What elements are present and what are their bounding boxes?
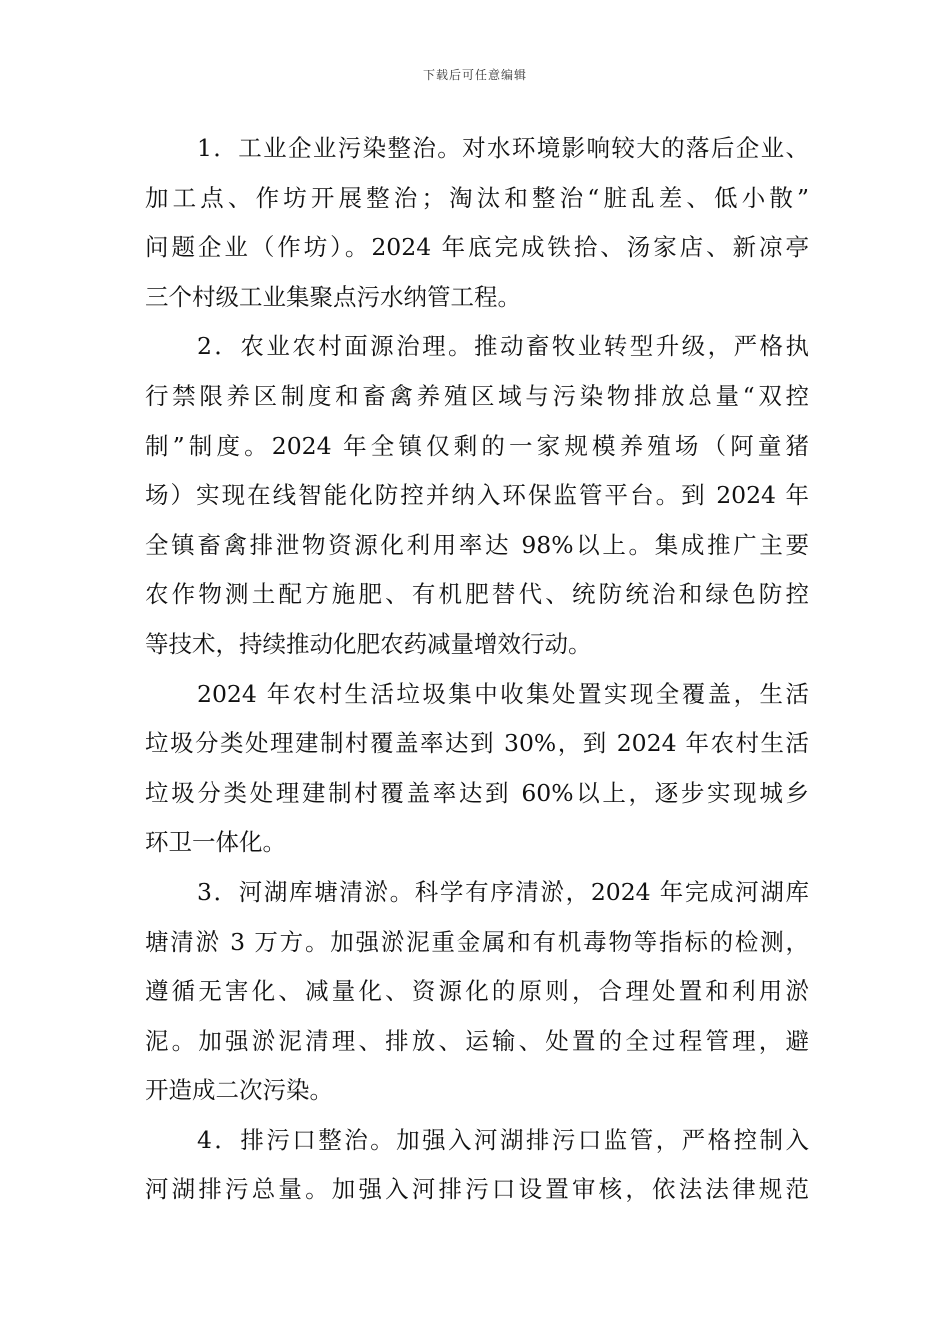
text-line: 问题企业（作坊）。2024 年底完成铁拾、汤家店、新凉亭 [145,233,809,262]
text-line: 农作物测土配方施肥、有机肥替代、统防统治和绿色防控 [145,580,809,609]
text-line: 垃圾分类处理建制村覆盖率达到 60%以上，逐步实现城乡 [145,778,809,807]
text-line: 环卫一体化。 [145,828,286,857]
text-line: 3．河湖库塘清淤。科学有序清淤，2024 年完成河湖库 [197,877,809,906]
text-line: 三个村级工业集聚点污水纳管工程。 [145,282,521,311]
text-line: 全镇畜禽排泄物资源化利用率达 98%以上。集成推广主要 [145,530,809,559]
text-line: 场）实现在线智能化防控并纳入环保监管平台。到 2024 年 [145,481,809,510]
text-line: 4．排污口整治。加强入河湖排污口监管，严格控制入 [197,1125,809,1154]
text-line: 河湖排污总量。加强入河排污口设置审核，依法法律规范 [145,1175,809,1204]
text-line: 1．工业企业污染整治。对水环境影响较大的落后企业、 [197,134,809,162]
text-line: 2024 年农村生活垃圾集中收集处置实现全覆盖，生活 [197,679,809,708]
text-line: 开造成二次污染。 [145,1076,333,1105]
text-line: 2．农业农村面源治理。推动畜牧业转型升级，严格执 [197,332,809,361]
header-note: 下载后可任意编辑 [422,68,527,82]
text-line: 泥。加强淤泥清理、排放、运输、处置的全过程管理，避 [145,1026,809,1055]
text-line: 制”制度。2024 年全镇仅剩的一家规模养殖场（阿童猪 [145,431,809,460]
text-line: 垃圾分类处理建制村覆盖率达到 30%，到 2024 年农村生活 [145,729,809,758]
text-line: 行禁限养区制度和畜禽养殖区域与污染物排放总量“双控 [145,381,809,410]
text-line: 塘清淤 3 万方。加强淤泥重金属和有机毒物等指标的检测， [145,927,809,956]
text-line: 等技术，持续推动化肥农药减量增效行动。 [145,629,592,658]
text-line: 遵循无害化、减量化、资源化的原则，合理处置和利用淤 [145,977,809,1006]
text-line: 加工点、作坊开展整治；淘汰和整治“脏乱差、低小散” [145,183,809,212]
document-body [145,124,809,1215]
